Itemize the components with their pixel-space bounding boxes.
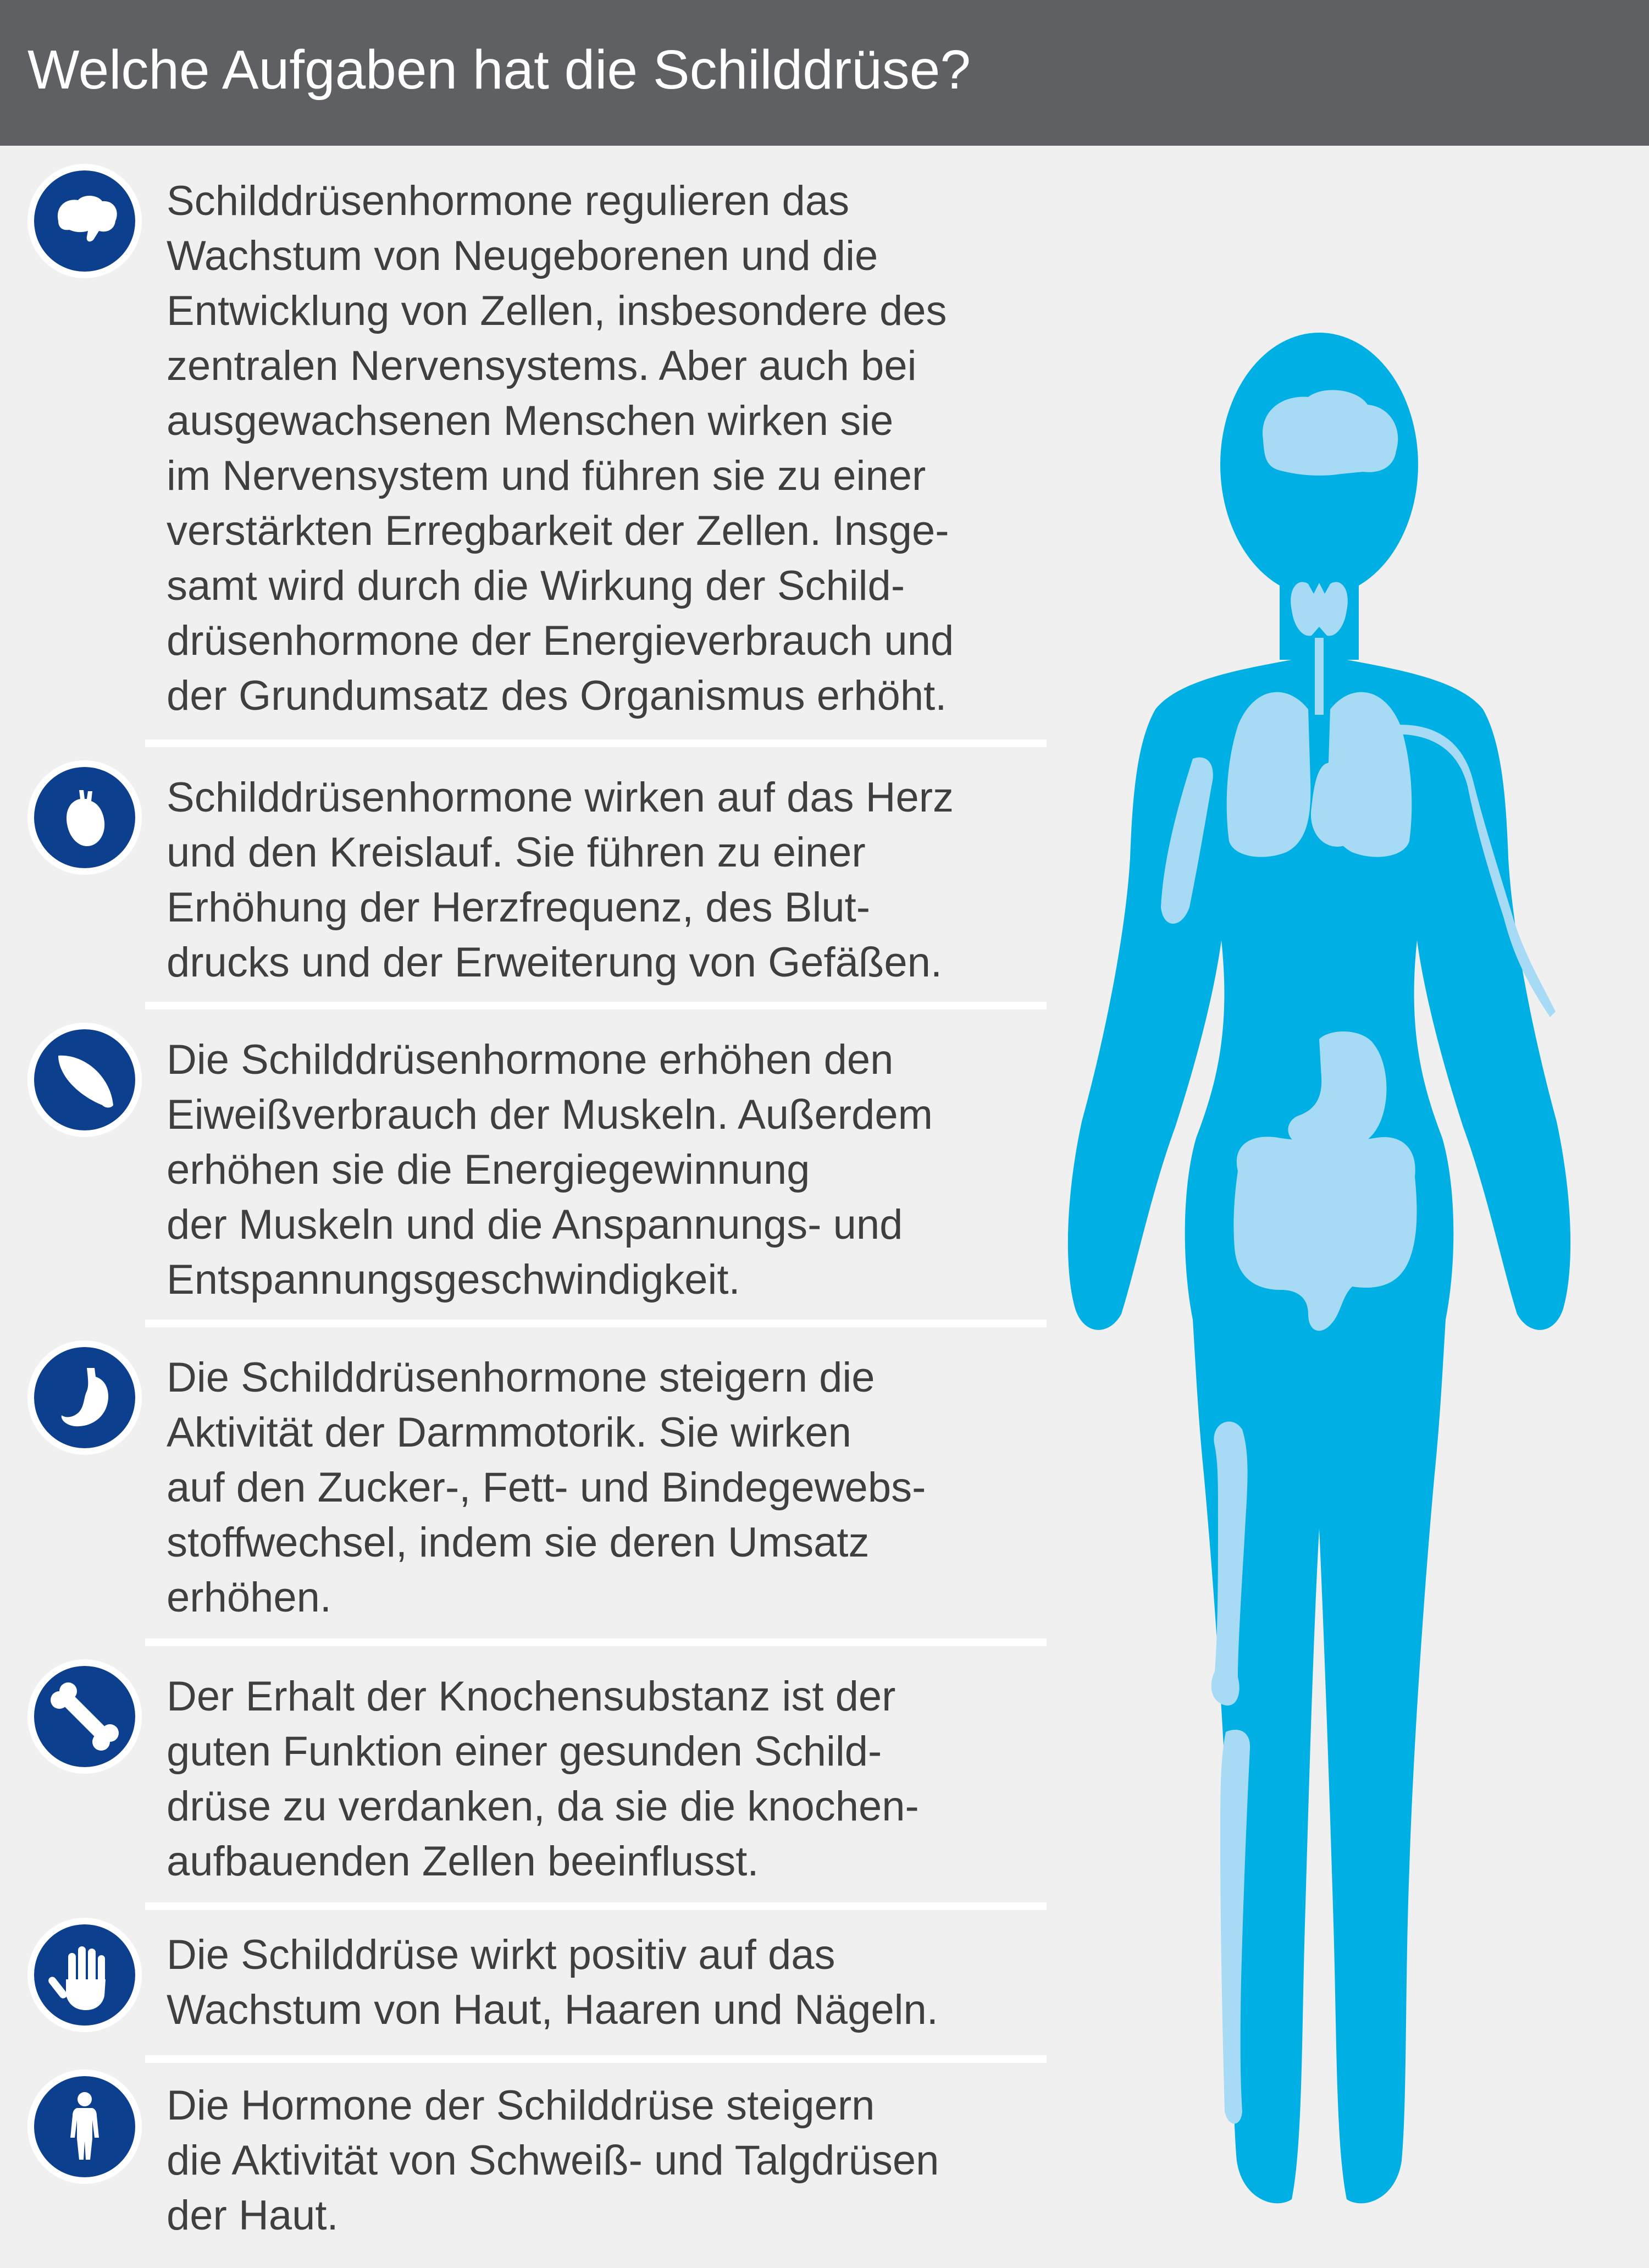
- trachea-organ: [1315, 638, 1324, 715]
- divider: [145, 1002, 1047, 1009]
- heart-icon: [34, 767, 135, 868]
- bone-icon: [34, 1666, 135, 1767]
- item-text: Die Hormone der Schilddrüse steigern die Aktivität von Schweiß- und Talgdrüsen der Haut.: [167, 2082, 939, 2239]
- item-text: Schilddrüsenhormone wirken auf das Herz und den Kreislauf. Sie führen zu einer Erhöhung der Herzfrequenz, des Blut- drucks und der Erweiterung von Gefäßen.: [167, 774, 954, 986]
- divider: [145, 740, 1047, 747]
- item-text: Die Schilddrüsenhormone steigern die Aktivität der Darmmotorik. Sie wirken auf den Zucker-, Fett- und Bindegewebs- stoffwechsel, indem sie deren Umsatz erhöhen.: [167, 1354, 926, 1621]
- divider: [145, 1902, 1047, 1910]
- body-icon: [34, 2076, 135, 2177]
- muscle-icon: [34, 1029, 135, 1130]
- stomach-icon: [34, 1347, 135, 1448]
- brain-icon: [34, 170, 135, 272]
- divider: [145, 1320, 1047, 1327]
- divider: [145, 2055, 1047, 2063]
- hand-icon: [34, 1924, 135, 2026]
- header-bar: [0, 0, 1649, 146]
- body-figure: [1033, 330, 1649, 2227]
- page-title: Welche Aufgaben hat die Schilddrüse?: [27, 39, 971, 101]
- item-text: Die Schilddrüsenhormone erhöhen den Eiweißverbrauch der Muskeln. Außerdem erhöhen sie die Energiegewinnung der Muskeln und die Anspannungs- und Entspannungsgeschwindigkeit.: [167, 1036, 933, 1303]
- item-text: Die Schilddrüse wirkt positiv auf das Wachstum von Haut, Haaren und Nägeln.: [167, 1932, 938, 2033]
- divider: [145, 1638, 1047, 1646]
- item-text: Schilddrüsenhormone regulieren das Wachstum von Neugeborenen und die Entwicklung von Zellen, insbesondere des zentralen Nervensystems. Aber auch bei ausgewachsenen Menschen wirken sie im Nervensystem und führen sie zu einer verstärkten Erregbarkeit der Zellen. Insge- samt wird durch die Wirkung der Schild- drüsenhormone der Energieverbrauch und der Grundumsatz des Organismus erhöht.: [167, 178, 954, 719]
- item-text: Der Erhalt der Knochensubstanz ist der guten Funktion einer gesunden Schild- drüse zu verdanken, da sie die knochen- aufbauenden Zellen beeinflusst.: [167, 1673, 919, 1885]
